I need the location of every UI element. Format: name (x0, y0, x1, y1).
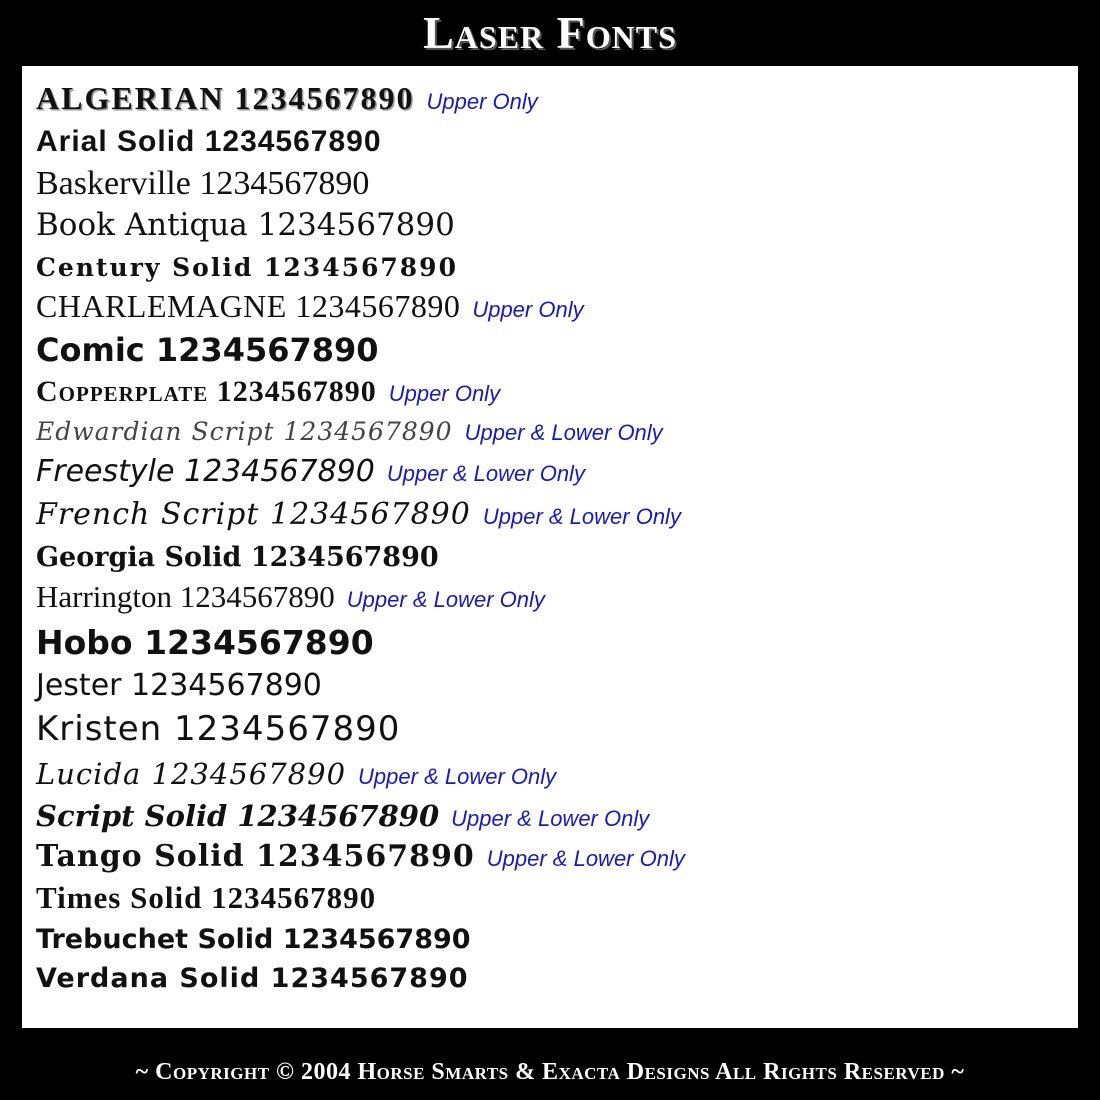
font-row (22, 542, 1078, 573)
font-note: Upper Only (472, 297, 584, 322)
font-name: Harrington 1234567890 (36, 579, 335, 614)
font-name: Times Solid 1234567890 (36, 880, 377, 915)
font-name: Hobo 1234567890 (36, 623, 374, 662)
font-note: Upper & Lower Only (451, 806, 650, 831)
font-row (22, 799, 1078, 833)
font-row (22, 375, 1078, 409)
font-name: Jester 1234567890 (36, 668, 322, 703)
font-note: Upper & Lower Only (346, 587, 545, 612)
font-name: Freestyle 1234567890 (36, 454, 375, 489)
font-row (22, 454, 1078, 489)
font-row (22, 623, 1078, 662)
font-name: Baskerville 1234567890 (36, 165, 370, 202)
font-name: Tango Solid 1234567890 (36, 839, 475, 874)
font-name: Trebuchet Solid 1234567890 (36, 924, 471, 955)
font-row (22, 839, 1078, 874)
font-row (22, 253, 1078, 282)
font-name: Georgia Solid 1234567890 (36, 542, 439, 573)
font-row (22, 579, 1078, 615)
font-row (22, 80, 1078, 117)
font-name: French Script 1234567890 (36, 497, 471, 532)
font-note: Upper Only (388, 381, 501, 406)
font-row (22, 880, 1078, 916)
font-row (22, 709, 1078, 749)
font-name: Comic 1234567890 (36, 331, 379, 369)
font-note: Upper & Lower Only (482, 504, 681, 529)
font-row (22, 417, 1078, 446)
font-name: Copperplate 1234567890 (36, 375, 377, 408)
font-name: CHARLEMAGNE 1234567890 (36, 288, 461, 324)
font-name: Century Solid 1234567890 (36, 253, 458, 282)
font-row (22, 207, 1078, 243)
font-name: Edwardian Script 1234567890 (36, 417, 453, 446)
font-row (22, 963, 1078, 994)
font-note: Upper & Lower Only (464, 420, 663, 445)
font-name: Book Antiqua 1234567890 (36, 207, 455, 243)
copyright-footer: ~ Copyright © 2004 Horse Smarts & Exacta Designs All Rights Reserved ~ (135, 1059, 965, 1085)
font-row (22, 331, 1078, 369)
font-row (22, 165, 1078, 203)
font-row (22, 125, 1078, 159)
page-title: Laser Fonts (423, 7, 677, 58)
font-name: Script Solid 1234567890 (36, 799, 440, 833)
font-note: Upper Only (426, 89, 538, 114)
font-name: ALGERIAN 1234567890 (36, 80, 415, 116)
font-row (22, 288, 1078, 325)
font-note: Upper & Lower Only (486, 846, 685, 871)
font-name: Lucida 1234567890 (36, 757, 347, 791)
font-note: Upper & Lower Only (358, 764, 557, 789)
font-name: Verdana Solid 1234567890 (36, 963, 469, 994)
font-row (22, 668, 1078, 703)
font-row (22, 497, 1078, 532)
font-name: Kristen 1234567890 (36, 709, 401, 749)
font-row (22, 757, 1078, 791)
font-row (22, 924, 1078, 955)
font-name: Arial Solid 1234567890 (36, 125, 382, 158)
font-list-sheet (22, 66, 1078, 1028)
font-note: Upper & Lower Only (386, 461, 585, 486)
